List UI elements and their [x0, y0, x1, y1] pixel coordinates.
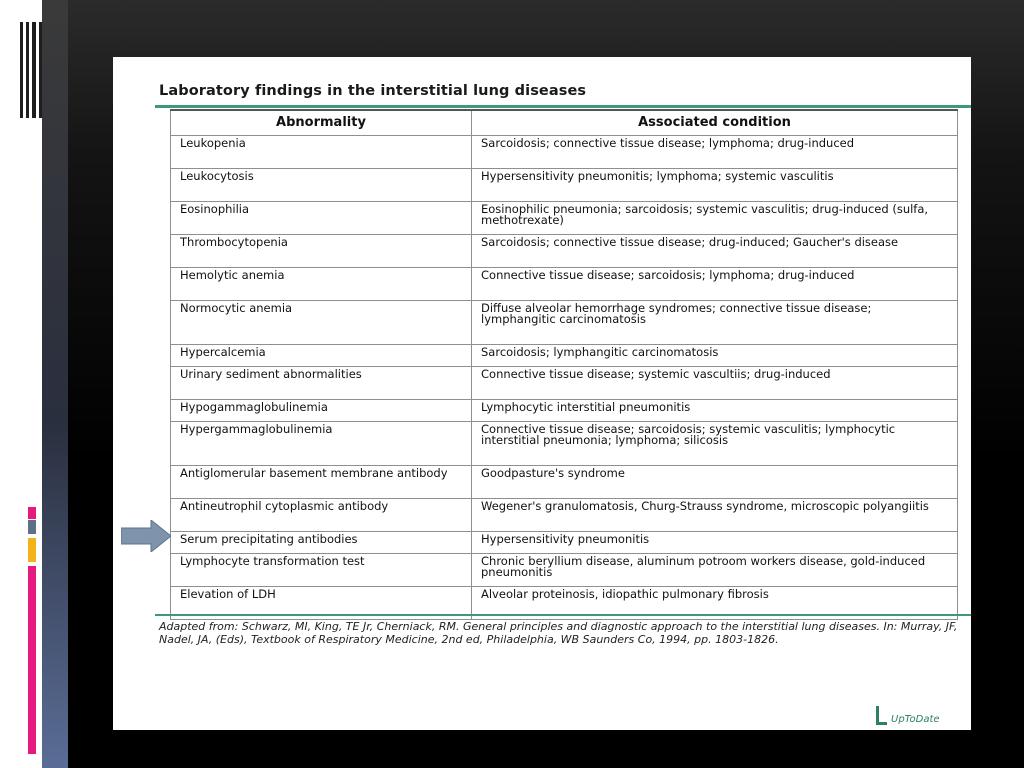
slide-edge — [42, 0, 68, 768]
condition-cell: Hypersensitivity pneumonitis; lymphoma; systemic vasculitis — [472, 169, 958, 202]
condition-cell: Sarcoidosis; connective tissue disease; drug-induced; Gaucher's disease — [472, 235, 958, 268]
accent-slate — [28, 520, 36, 534]
table-row — [171, 301, 958, 345]
abnormality-cell: Hemolytic anemia — [171, 268, 472, 301]
condition-cell: Wegener's granulomatosis, Churg-Strauss syndrome, microscopic polyangiitis — [472, 499, 958, 532]
decorative-bars-icon — [20, 22, 42, 118]
source-rule — [155, 614, 971, 616]
title-rule — [155, 105, 971, 108]
table-row — [171, 202, 958, 235]
abnormality-cell: Leukocytosis — [171, 169, 472, 202]
table-row — [171, 136, 958, 169]
table-row — [171, 345, 958, 367]
abnormality-cell: Hypergammaglobulinemia — [171, 422, 472, 466]
document-title: Laboratory findings in the interstitial lung diseases — [159, 83, 587, 99]
table-row — [171, 466, 958, 499]
abnormality-cell: Hypercalcemia — [171, 345, 472, 367]
table-row — [171, 532, 958, 554]
condition-cell: Hypersensitivity pneumonitis — [472, 532, 958, 554]
condition-cell: Connective tissue disease; sarcoidosis; systemic vasculitis; lymphocytic interstitial pneumonia; lymphoma; silicosis — [472, 422, 958, 466]
table-header-row — [171, 110, 958, 136]
table-row — [171, 499, 958, 532]
table-row — [171, 422, 958, 466]
condition-cell: Connective tissue disease; systemic vascultiis; drug-induced — [472, 367, 958, 400]
table-row — [171, 268, 958, 301]
abnormality-cell: Antineutrophil cytoplasmic antibody — [171, 499, 472, 532]
logo-text: UpToDate — [891, 714, 940, 725]
condition-cell: Chronic beryllium disease, aluminum potroom workers disease, gold-induced pneumonitis — [472, 554, 958, 587]
left-margin — [0, 0, 42, 768]
findings-table — [170, 109, 958, 620]
abnormality-cell: Elevation of LDH — [171, 587, 472, 620]
accent-pink-bar — [28, 566, 36, 754]
abnormality-cell: Hypogammaglobulinemia — [171, 400, 472, 422]
table-row — [171, 554, 958, 587]
logo-mark-icon — [876, 706, 887, 725]
condition-cell: Lymphocytic interstitial pneumonitis — [472, 400, 958, 422]
header-associated-condition: Associated condition — [472, 110, 958, 136]
abnormality-cell: Serum precipitating antibodies — [171, 532, 472, 554]
uptodate-logo — [876, 705, 940, 725]
abnormality-cell: Urinary sediment abnormalities — [171, 367, 472, 400]
abnormality-cell: Antiglomerular basement membrane antibody — [171, 466, 472, 499]
right-arrow-icon — [121, 520, 171, 552]
condition-cell: Sarcoidosis; connective tissue disease; lymphoma; drug-induced — [472, 136, 958, 169]
condition-cell: Alveolar proteinosis, idiopathic pulmonary fibrosis — [472, 587, 958, 620]
header-abnormality: Abnormality — [171, 110, 472, 136]
accent-yellow — [28, 538, 36, 562]
abnormality-cell: Normocytic anemia — [171, 301, 472, 345]
condition-cell: Eosinophilic pneumonia; sarcoidosis; systemic vasculitis; drug-induced (sulfa, methotrexate) — [472, 202, 958, 235]
abnormality-cell: Lymphocyte transformation test — [171, 554, 472, 587]
accent-pink-top — [28, 507, 36, 519]
table-row — [171, 367, 958, 400]
table-row — [171, 169, 958, 202]
table-row — [171, 235, 958, 268]
condition-cell: Sarcoidosis; lymphangitic carcinomatosis — [472, 345, 958, 367]
abnormality-cell: Thrombocytopenia — [171, 235, 472, 268]
document-page — [113, 57, 971, 730]
condition-cell: Diffuse alveolar hemorrhage syndromes; connective tissue disease; lymphangitic carcinomatosis — [472, 301, 958, 345]
condition-cell: Goodpasture's syndrome — [472, 466, 958, 499]
abnormality-cell: Eosinophilia — [171, 202, 472, 235]
abnormality-cell: Leukopenia — [171, 136, 472, 169]
condition-cell: Connective tissue disease; sarcoidosis; lymphoma; drug-induced — [472, 268, 958, 301]
source-citation: Adapted from: Schwarz, MI, King, TE Jr, Cherniack, RM. General principles and diagnostic approach to the interstitial lung diseases. In: Murray, JF, Nadel, JA, (Eds), Textbook of Respiratory Medicine, 2nd ed, Philadelphia, WB Saunders Co, 1994, pp. 1803-1826. — [159, 620, 958, 646]
table-row — [171, 400, 958, 422]
